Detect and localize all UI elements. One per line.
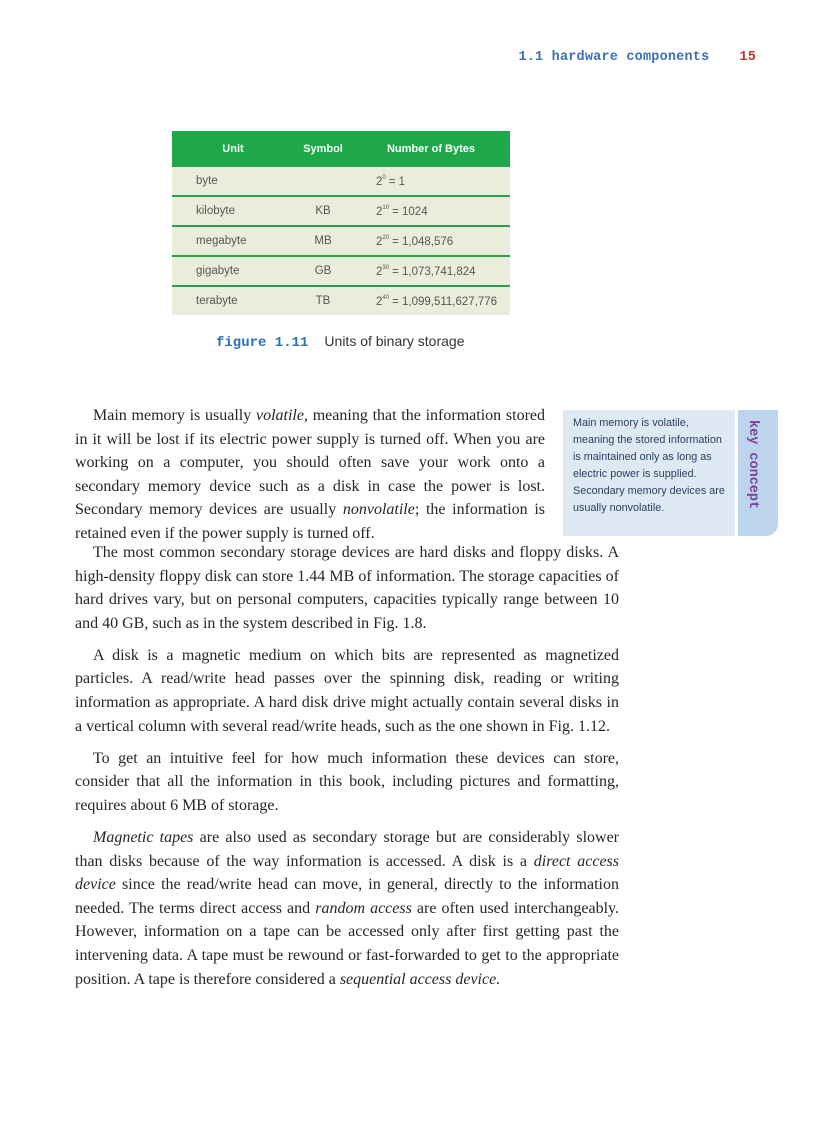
bytes-cell: $2^{30} = 1,073,741,824$ [352,256,510,286]
key-concept-box [563,410,735,536]
page-number: 15 [739,50,756,65]
symbol-cell: MB [294,226,352,256]
paragraph-secondary-storage: The most common secondary storage devices are hard disks and floppy disks. A high-density floppy disk can store 1.44 MB of information. The storage capacities of hard drives vary, but on personal computers, capacities typically range between 10 and 40 GB, such as in the system described in Fig. 1.8. [75,544,619,632]
symbol-cell: GB [294,256,352,286]
figure-label: figure 1.11 [216,335,309,351]
symbol-cell: KB [294,196,352,226]
key-concept-tab [738,410,778,536]
column-header-unit: Unit [172,131,294,167]
paragraph-magnetic-disk: A disk is a magnetic medium on which bits are represented as magnetized particles. A read/write head passes over the spinning disk, reading or writing information as appropriate. A hard disk drive might actually contain several disks in a vertical column with several read/write heads, such as the one shown in Fig. 1.12. [75,646,619,735]
table-row [172,167,510,196]
bytes-cell: $2^{20} = 1,048,576$ [352,226,510,256]
table-row [172,286,510,315]
section-title: 1.1 hardware components [518,50,710,65]
body-column [75,541,619,1000]
key-concept-label: key concept [745,420,760,510]
symbol-cell: TB [294,286,352,315]
binary-units-table [172,131,510,315]
running-head [518,50,756,65]
unit-cell: gigabyte [172,256,294,286]
table-header-row [172,131,510,167]
bytes-cell: $2^{40} = 1,099,511,627,776$ [352,286,510,315]
figure-caption [216,333,465,351]
symbol-cell [294,167,352,196]
figure-caption-text: Units of binary storage [324,333,465,349]
table-row [172,226,510,256]
table-row [172,256,510,286]
bytes-cell: $2^{10} = 1024$ [352,196,510,226]
key-concept-text: Main memory is volatile, meaning the stored information is maintained only as long as electric power is supplied. Secondary memory devices are usually nonvolatile. [573,417,725,514]
paragraph-storage-feel: To get an intuitive feel for how much information these devices can store, consider that all the information in this book, including pictures and formatting, requires about 6 MB of storage. [75,749,619,814]
unit-cell: kilobyte [172,196,294,226]
unit-cell: terabyte [172,286,294,315]
column-header-bytes: Number of Bytes [352,131,510,167]
column-header-symbol: Symbol [294,131,352,167]
paragraph-volatile: Main memory is usually volatile, meaning that the information stored in it will be lost if its electric power supply is turned off. When you are working on a computer, you should often save your work onto a secondary memory device such as a disk in case the power is lost. Secondary memory devices are usually nonvolatile; the information is retained even if the power supply is turned off. [75,407,546,542]
unit-cell: byte [172,167,294,196]
table-row [172,196,510,226]
unit-cell: megabyte [172,226,294,256]
bytes-cell: $2^0 = 1$ [352,167,510,196]
paragraph-magnetic-tapes: Magnetic tapes are also used as secondary storage but are considerably slower than disks because of the way information is accessed. A disk is a direct access device since the read/write head can move, in general, directly to the information needed. The terms direct access and random access are often used interchangeably. However, information on a tape can be accessed only after first getting past the intervening data. A tape must be rewound or fast-forwarded to get to the appropriate position. A tape is therefore considered a sequential access device. [75,829,620,988]
